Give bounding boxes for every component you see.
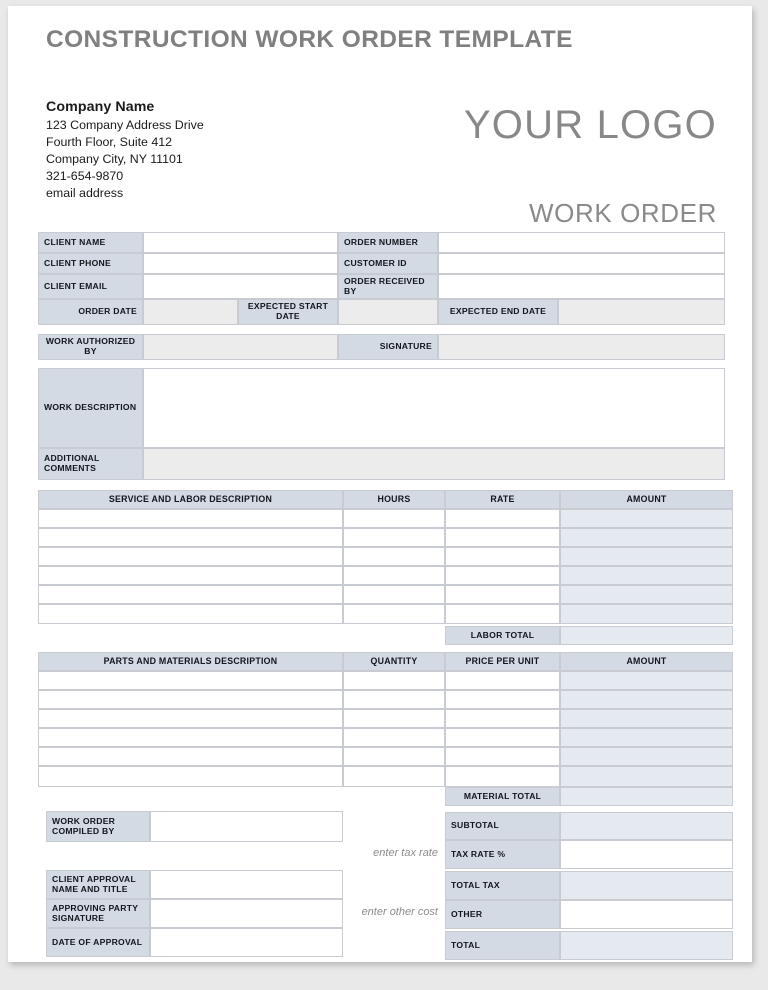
client-email-label: CLIENT EMAIL bbox=[38, 274, 143, 299]
total-tax-value bbox=[560, 871, 733, 900]
table-row[interactable] bbox=[343, 671, 445, 690]
labor-total-label: LABOR TOTAL bbox=[445, 626, 560, 645]
order-number-label: ORDER NUMBER bbox=[338, 232, 438, 253]
work-order-page bbox=[8, 6, 752, 962]
table-row bbox=[560, 509, 733, 528]
table-row[interactable] bbox=[445, 709, 560, 728]
labor-header-hours: HOURS bbox=[343, 490, 445, 509]
order-date-label: ORDER DATE bbox=[38, 299, 143, 325]
table-row[interactable] bbox=[38, 547, 343, 566]
client-name-input[interactable] bbox=[143, 232, 338, 253]
table-row[interactable] bbox=[445, 766, 560, 787]
table-row[interactable] bbox=[445, 728, 560, 747]
table-row bbox=[560, 566, 733, 585]
work-authorized-by-label: WORK AUTHORIZED BY bbox=[38, 334, 143, 360]
table-row bbox=[560, 709, 733, 728]
table-row[interactable] bbox=[445, 747, 560, 766]
table-row[interactable] bbox=[38, 528, 343, 547]
client-email-input[interactable] bbox=[143, 274, 338, 299]
table-row[interactable] bbox=[343, 604, 445, 624]
total-tax-label: TOTAL TAX bbox=[445, 871, 560, 900]
table-row[interactable] bbox=[445, 566, 560, 585]
order-received-by-label: ORDER RECEIVED BY bbox=[338, 274, 438, 299]
table-row bbox=[560, 747, 733, 766]
table-row[interactable] bbox=[38, 747, 343, 766]
approving-signature-label: APPROVING PARTY SIGNATURE bbox=[46, 899, 150, 928]
signature-label: SIGNATURE bbox=[338, 334, 438, 360]
expected-start-date-input[interactable] bbox=[338, 299, 438, 325]
material-total-value bbox=[560, 787, 733, 806]
table-row bbox=[560, 728, 733, 747]
table-row[interactable] bbox=[445, 509, 560, 528]
client-approval-label: CLIENT APPROVAL NAME AND TITLE bbox=[46, 870, 150, 899]
additional-comments-input[interactable] bbox=[143, 448, 725, 480]
material-total-label: MATERIAL TOTAL bbox=[445, 787, 560, 806]
table-row[interactable] bbox=[38, 585, 343, 604]
table-row[interactable] bbox=[445, 547, 560, 566]
company-address-line3: Company City, NY 11101 bbox=[46, 152, 183, 167]
form-type-label: WORK ORDER bbox=[529, 198, 717, 228]
table-row[interactable] bbox=[38, 509, 343, 528]
table-row[interactable] bbox=[38, 709, 343, 728]
table-row bbox=[560, 528, 733, 547]
table-row[interactable] bbox=[343, 709, 445, 728]
work-description-input[interactable] bbox=[143, 368, 725, 448]
expected-end-date-label: EXPECTED END DATE bbox=[438, 299, 558, 325]
table-row[interactable] bbox=[445, 671, 560, 690]
customer-id-input[interactable] bbox=[438, 253, 725, 274]
table-row[interactable] bbox=[38, 604, 343, 624]
table-row bbox=[560, 766, 733, 787]
labor-header-description: SERVICE AND LABOR DESCRIPTION bbox=[38, 490, 343, 509]
expected-end-date-input[interactable] bbox=[558, 299, 725, 325]
signature-input[interactable] bbox=[438, 334, 725, 360]
table-row bbox=[560, 547, 733, 566]
labor-header-amount: AMOUNT bbox=[560, 490, 733, 509]
materials-header-description: PARTS AND MATERIALS DESCRIPTION bbox=[38, 652, 343, 671]
company-address-line2: Fourth Floor, Suite 412 bbox=[46, 135, 173, 150]
work-authorized-by-input[interactable] bbox=[143, 334, 338, 360]
table-row[interactable] bbox=[38, 566, 343, 585]
other-label: OTHER bbox=[445, 900, 560, 929]
company-address-line1: 123 Company Address Drive bbox=[46, 118, 204, 133]
labor-total-value bbox=[560, 626, 733, 645]
table-row[interactable] bbox=[343, 509, 445, 528]
table-row[interactable] bbox=[343, 747, 445, 766]
table-row[interactable] bbox=[445, 585, 560, 604]
table-row bbox=[560, 690, 733, 709]
expected-start-date-label: EXPECTED START DATE bbox=[238, 299, 338, 325]
client-phone-label: CLIENT PHONE bbox=[38, 253, 143, 274]
logo-placeholder: YOUR LOGO bbox=[463, 103, 717, 147]
table-row[interactable] bbox=[445, 604, 560, 624]
client-name-label: CLIENT NAME bbox=[38, 232, 143, 253]
compiled-by-input[interactable] bbox=[150, 811, 343, 842]
order-date-input[interactable] bbox=[143, 299, 238, 325]
subtotal-value bbox=[560, 812, 733, 840]
table-row[interactable] bbox=[38, 690, 343, 709]
table-row[interactable] bbox=[38, 766, 343, 787]
tax-rate-label: TAX RATE % bbox=[445, 840, 560, 869]
materials-header-amount: AMOUNT bbox=[560, 652, 733, 671]
client-approval-input[interactable] bbox=[150, 870, 343, 899]
materials-header-price: PRICE PER UNIT bbox=[445, 652, 560, 671]
company-phone: 321-654-9870 bbox=[46, 169, 124, 184]
table-row[interactable] bbox=[343, 690, 445, 709]
table-row[interactable] bbox=[343, 766, 445, 787]
total-label: TOTAL bbox=[445, 931, 560, 960]
order-number-input[interactable] bbox=[438, 232, 725, 253]
table-row bbox=[560, 604, 733, 624]
page-title: CONSTRUCTION WORK ORDER TEMPLATE bbox=[46, 26, 573, 53]
tax-rate-input[interactable] bbox=[560, 840, 733, 869]
table-row[interactable] bbox=[445, 690, 560, 709]
work-description-label: WORK DESCRIPTION bbox=[38, 368, 143, 448]
company-email: email address bbox=[46, 186, 124, 201]
labor-header-rate: RATE bbox=[445, 490, 560, 509]
order-received-by-input[interactable] bbox=[438, 274, 725, 299]
table-row bbox=[560, 671, 733, 690]
table-row[interactable] bbox=[343, 528, 445, 547]
table-row[interactable] bbox=[343, 547, 445, 566]
tax-rate-hint: enter tax rate bbox=[373, 847, 438, 859]
total-value bbox=[560, 931, 733, 960]
table-row bbox=[560, 585, 733, 604]
date-of-approval-label: DATE OF APPROVAL bbox=[46, 928, 150, 957]
customer-id-label: CUSTOMER ID bbox=[338, 253, 438, 274]
company-info-block bbox=[46, 98, 204, 202]
compiled-by-label: WORK ORDER COMPILED BY bbox=[46, 811, 150, 842]
table-row[interactable] bbox=[38, 728, 343, 747]
other-input[interactable] bbox=[560, 900, 733, 929]
materials-header-quantity: QUANTITY bbox=[343, 652, 445, 671]
client-phone-input[interactable] bbox=[143, 253, 338, 274]
date-of-approval-input[interactable] bbox=[150, 928, 343, 957]
company-name: Company Name bbox=[46, 99, 155, 115]
table-row[interactable] bbox=[343, 585, 445, 604]
table-row[interactable] bbox=[38, 671, 343, 690]
subtotal-label: SUBTOTAL bbox=[445, 812, 560, 840]
table-row[interactable] bbox=[343, 566, 445, 585]
additional-comments-label: ADDITIONAL COMMENTS bbox=[38, 448, 143, 480]
other-cost-hint: enter other cost bbox=[361, 906, 438, 918]
table-row[interactable] bbox=[343, 728, 445, 747]
table-row[interactable] bbox=[445, 528, 560, 547]
